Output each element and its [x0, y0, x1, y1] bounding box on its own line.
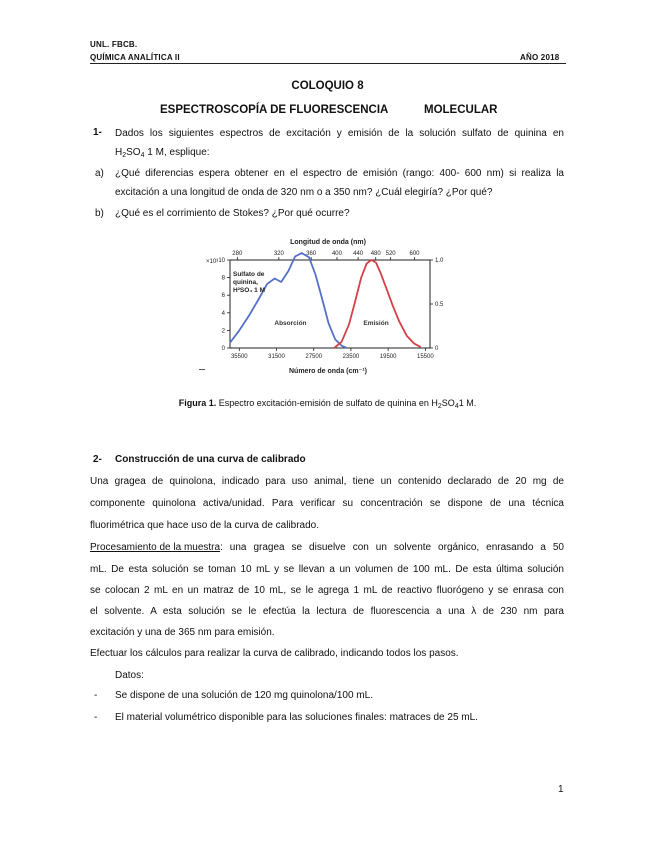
bottom-tick-label: 31500: [268, 354, 285, 360]
q2-proc-line1: Procesamiento de la muestra : una gragea se disuelve con un solvente orgánico, enrasando a 50: [90, 542, 564, 553]
q2-number: 2-: [93, 454, 102, 465]
q1b-label: b): [95, 208, 104, 219]
series-line-absorción: [230, 253, 346, 348]
series-label-emision: Emisión: [363, 320, 389, 328]
datos-item-1: Se dispone de una solución de 120 mg quinolona/100 mL.: [115, 690, 373, 701]
legend-line: Sulfato de: [233, 271, 265, 278]
bottom-tick-label: 15500: [417, 354, 434, 360]
bottom-tick-label: 27500: [305, 354, 323, 360]
subtitle-left: ESPECTROSCOPÍA DE FLUORESCENCIA: [160, 104, 389, 116]
q2-p1-line1: Una gragea de quinolona, indicado para uso animal, tiene un contenido declarado de 20 mg de: [90, 476, 564, 487]
top-tick-label: 440: [353, 251, 364, 257]
top-tick-label: 520: [385, 251, 396, 257]
bullet-1: -: [94, 690, 98, 701]
top-tick-label: 400: [331, 251, 342, 257]
right-tick-label: 0: [435, 346, 439, 352]
bullet-2: -: [94, 712, 98, 723]
top-tick-label: 600: [409, 251, 420, 257]
datos-item-2: El material volumétrico disponible para las soluciones finales: matraces de 25 mL.: [115, 712, 478, 723]
header-year: AÑO 2018: [520, 53, 560, 62]
q1-number: 1-: [93, 127, 102, 138]
chart-plot-area: [218, 251, 444, 360]
right-tick-label: 0.5: [435, 302, 444, 308]
chart-xlabel: Número de onda (cm⁻¹): [289, 368, 367, 375]
left-tick-label: 0: [221, 346, 225, 352]
subtitle-right: MOLECULAR: [424, 104, 498, 116]
q2-proc-line4: el solvente. A esta solución se le efectúa la lectura de fluorescencia a una λ de 230 nm para: [90, 606, 564, 617]
datos-label: Datos:: [115, 670, 144, 681]
top-tick-label: 480: [370, 251, 381, 257]
spectrum-chart: [198, 232, 458, 380]
left-tick-label: 10: [218, 258, 225, 264]
top-tick-label: 280: [232, 251, 243, 257]
q2-proc-line5: excitación y una de 365 nm para emisión.: [90, 627, 275, 638]
proc-label: Procesamiento de la muestra: [90, 542, 221, 553]
top-tick-label: 320: [273, 251, 284, 257]
left-tick-label: 2: [221, 328, 225, 335]
q2-calc: Efectuar los cálculos para realizar la curva de calibrado, indicando todos los pasos.: [90, 648, 459, 659]
left-tick-label: 4: [221, 310, 225, 317]
header-institution: UNL. FBCB.: [90, 40, 138, 49]
legend-line: quinina,: [233, 279, 258, 286]
q1-line1: Dados los siguientes espectros de excitación y emisión de la solución sulfato de quinina en: [115, 128, 564, 139]
right-tick-label: 1.0: [435, 258, 444, 264]
q1a-label: a): [95, 168, 104, 179]
bottom-tick-label: 19500: [379, 354, 397, 360]
figure-caption-label: Figura 1.: [178, 398, 217, 408]
header-rule: [90, 63, 566, 64]
figure-dash: [199, 369, 205, 370]
q1a-line2: excitación a una longitud de onda de 320 nm o a 350 nm? ¿Cuál elegiría? ¿Por qué?: [115, 187, 493, 198]
chart-legend: [233, 271, 265, 294]
bottom-tick-label: 35500: [230, 354, 248, 360]
series-line-emisión: [334, 260, 421, 348]
bottom-tick-label: 23500: [342, 354, 360, 360]
q1-line2: $H_2SO_4$ 1 M, esplique:: [115, 147, 210, 159]
left-tick-label: 8: [221, 275, 225, 282]
figure-caption: Figura 1. Espectro excitación-emisión de sulfato de quinina en $H_2SO_41$ M.: [178, 398, 477, 410]
chart-title: Longitud de onda (nm): [290, 239, 366, 246]
series-label-absorcion: Absorción: [274, 320, 307, 328]
top-tick-label: 360: [306, 251, 317, 257]
legend-line: H²SO₄ 1 M: [233, 287, 265, 294]
chart-y-multiplier: ×10³: [206, 259, 219, 265]
q2-p1-line2: componente quinolona activa/unidad. Para verificar su concentración se dispone de una técnica: [90, 498, 564, 509]
page-number: 1: [558, 784, 564, 795]
q2-proc-line2: mL. De esta solución se toman 10 mL y se llevan a un volumen de 100 mL. De esta última solución: [90, 564, 564, 575]
q1b-line1: ¿Qué es el corrimiento de Stokes? ¿Por qué ocurre?: [115, 208, 350, 219]
header-course: QUÍMICA ANALÍTICA II: [90, 53, 180, 62]
page-title: COLOQUIO 8: [291, 80, 364, 92]
q2-heading: Construcción de una curva de calibrado: [115, 454, 306, 465]
q2-proc-line3: se colocan 2 mL en un matraz de 10 mL, se le agrega 1 mL de reactivo fluorógeno y se enrasa con: [90, 585, 564, 596]
q1a-line1: ¿Qué diferencias espera obtener en el espectro de emisión (rango: 400- 600 nm) si realiza la: [115, 168, 564, 179]
q2-p1-line3: fluorimétrica que hace uso de la curva de calibrado.: [90, 520, 320, 531]
left-tick-label: 6: [221, 293, 225, 300]
